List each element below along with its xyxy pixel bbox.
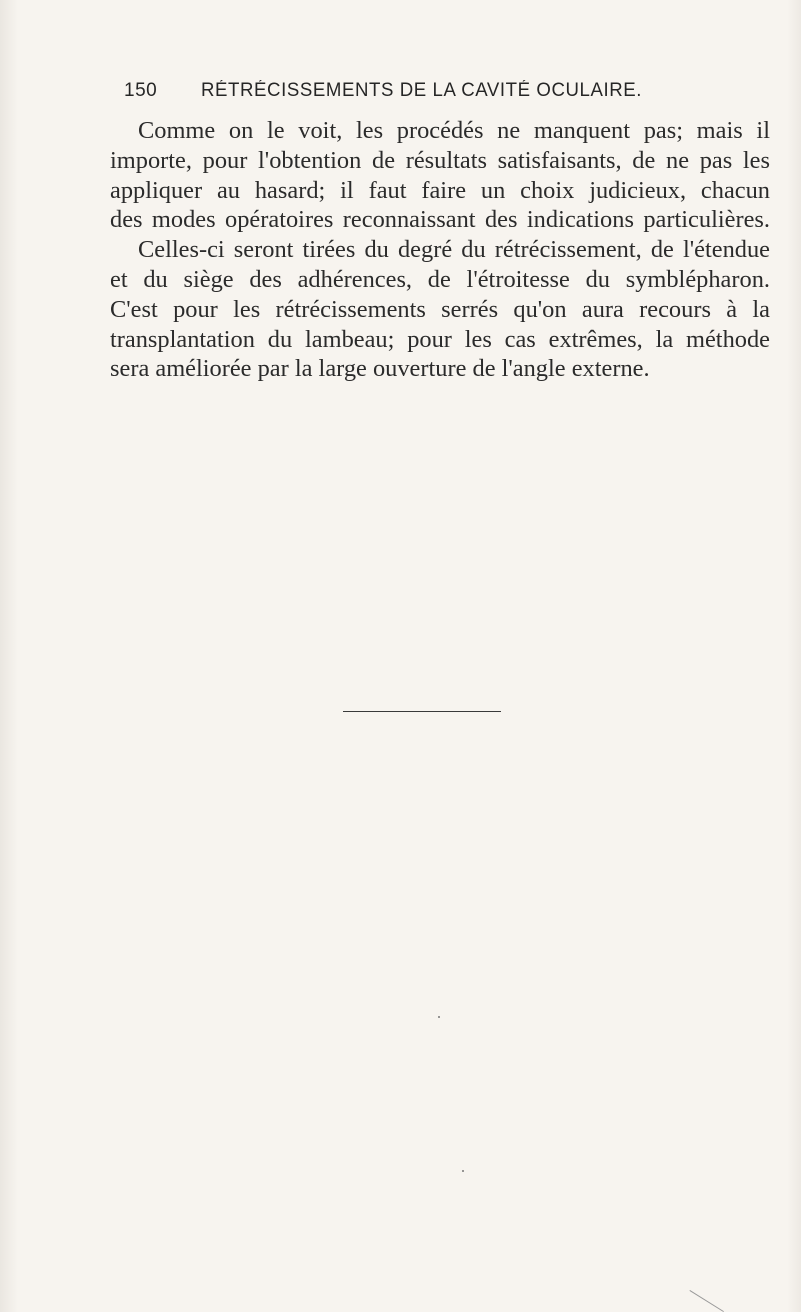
page-number: 150: [124, 80, 158, 101]
running-title: RÉTRÉCISSEMENTS DE LA CAVITÉ OCULAIRE.: [201, 80, 643, 101]
text-line: et du siège des adhérences, de l'étroitesse du symblépharon.: [110, 265, 770, 293]
paper-fold-mark: [689, 1290, 723, 1312]
text-line: sera améliorée par la large ouverture de l'angle externe.: [110, 355, 650, 383]
text-line: des modes opératoires reconnaissant des indications particulières.: [110, 206, 770, 234]
paper-speck: [438, 1016, 440, 1018]
text-line: importe, pour l'obtention de résultats satisfaisants, de ne pas les: [110, 146, 770, 174]
text-line: C'est pour les rétrécissements serrés qu'on aura recours à la: [110, 295, 770, 323]
text-line: transplantation du lambeau; pour les cas extrêmes, la méthode: [110, 325, 770, 353]
section-end-rule: [343, 711, 501, 712]
text-line: Celles-ci seront tirées du degré du rétrécissement, de l'étendue: [138, 236, 770, 264]
body-paragraphs: [110, 116, 770, 384]
running-header: [0, 80, 801, 110]
text-line: appliquer au hasard; il faut faire un choix judicieux, chacun: [110, 176, 770, 204]
text-line: Comme on le voit, les procédés ne manquent pas; mais il: [138, 117, 770, 144]
paper-speck: [462, 1170, 464, 1172]
